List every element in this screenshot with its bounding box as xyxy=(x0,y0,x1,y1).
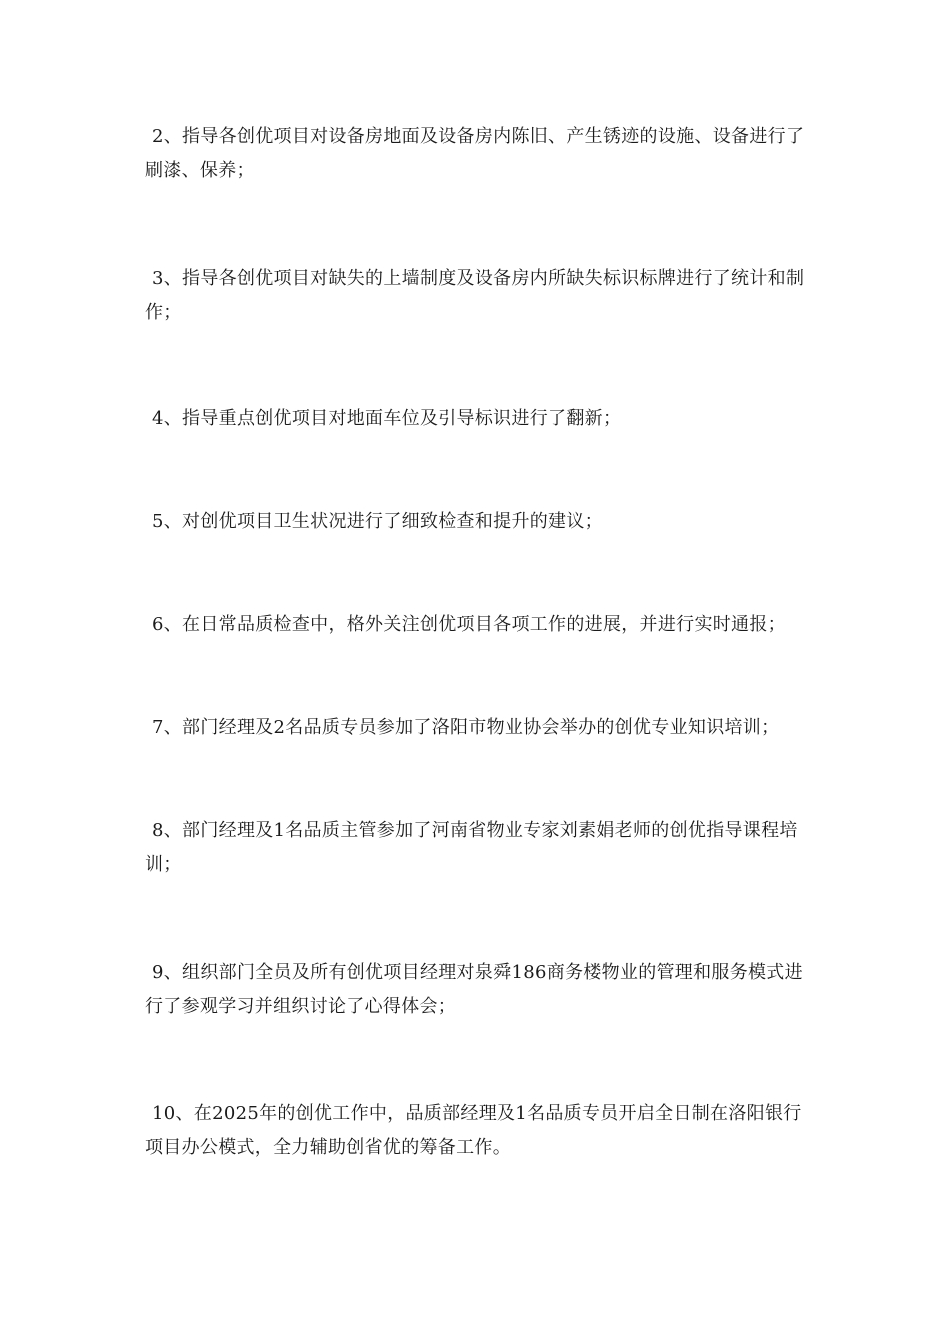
paragraph-item-9 xyxy=(145,956,805,1024)
paragraph-text: 10、在2025年的创优工作中，品质部经理及1名品质专员开启全日制在洛阳银行项目办公模式，全力辅助创省优的筹备工作。 xyxy=(145,1103,802,1158)
paragraph-item-4 xyxy=(145,402,805,436)
paragraph-text: 6、在日常品质检查中，格外关注创优项目各项工作的进展，并进行实时通报； xyxy=(152,614,786,635)
paragraph-text: 8、部门经理及1名品质主管参加了河南省物业专家刘素娟老师的创优指导课程培训； xyxy=(145,820,798,875)
paragraph-text: 2、指导各创优项目对设备房地面及设备房内陈旧、产生锈迹的设施、设备进行了刷漆、保养； xyxy=(145,126,805,181)
paragraph-text: 3、指导各创优项目对缺失的上墙制度及设备房内所缺失标识标牌进行了统计和制作； xyxy=(145,268,805,323)
paragraph-item-5 xyxy=(145,505,805,539)
paragraph-item-10 xyxy=(145,1097,805,1165)
paragraph-item-6 xyxy=(145,608,805,642)
paragraph-text: 9、组织部门全员及所有创优项目经理对泉舜186商务楼物业的管理和服务模式进行了参观学习并组织讨论了心得体会； xyxy=(145,962,803,1017)
paragraph-item-8 xyxy=(145,814,805,882)
paragraph-text: 5、对创优项目卫生状况进行了细致检查和提升的建议； xyxy=(152,511,603,532)
paragraph-text: 7、部门经理及2名品质专员参加了洛阳市物业协会举办的创优专业知识培训； xyxy=(152,717,780,738)
paragraph-text: 4、指导重点创优项目对地面车位及引导标识进行了翻新； xyxy=(152,408,622,429)
paragraph-item-2 xyxy=(145,120,805,188)
paragraph-item-7 xyxy=(145,711,805,745)
paragraph-item-3 xyxy=(145,262,805,330)
